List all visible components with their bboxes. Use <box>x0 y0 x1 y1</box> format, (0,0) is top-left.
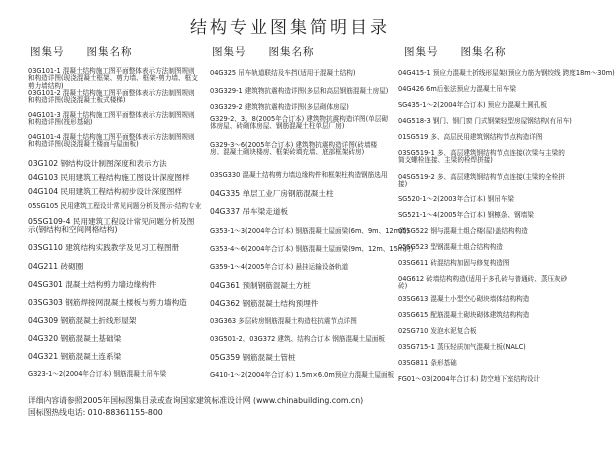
list-item: 03SG519-1 多、高层建筑钢结构节点连接(次梁与主梁的简支螺栓连接、主梁的栓焊拼接) <box>398 149 565 165</box>
list-item: G323-1～2(2004年合订本) 钢筋混凝土吊车梁 <box>28 370 167 378</box>
page-title: 结构专业图集简明目录 <box>190 18 390 38</box>
col3-code-header: 图集号 <box>404 46 439 58</box>
list-item: G329-2、3、8(2005年合订本) 建筑物抗震构造详图(单层砌体房屋、砖砌体房屋、钢筋混凝土柱单层厂房) <box>210 115 388 131</box>
list-item: 04G426 6m后张法预应力混凝土吊车梁 <box>398 85 516 93</box>
list-item: 03SG715-1 蒸压轻质加气混凝土板(NALC) <box>398 343 526 351</box>
list-item: 04G101-4 混凝土结构施工图平面整体表示方法制图规则和构造详图(现浇混凝土楼面与屋面板) <box>28 133 195 149</box>
list-item: 03SG303 钢筋焊接网混凝土楼板与剪力墙构造 <box>28 298 187 307</box>
list-item: 04G335 单层工业厂房钢筋混凝土柱 <box>210 189 334 198</box>
footer-note: 详细内容请参照2005年国标图集目录或查询国家建筑标准设计网 (www.chinabuilding.com.cn) <box>28 396 364 405</box>
list-item: 04SG519-2 多、高层建筑钢结构节点连接(主梁的全栓拼接) <box>398 173 565 189</box>
list-item: G329-3～6(2005年合订本) 建筑物抗震构造详图(砖墙楼房、混凝土砌块楼房、框架砖填充墙、底部框架砖房) <box>210 141 378 157</box>
list-item: SG435-1～2(2004年合订本) 预应力混凝土圆孔板 <box>398 101 547 109</box>
list-item: G353-4～6(2004年合订本) 钢筋混凝土屋面梁(9m、12m、15m跨) <box>210 245 414 253</box>
col2-header <box>212 44 315 59</box>
list-item: 04G362 钢筋混凝土结构预埋件 <box>210 299 319 308</box>
list-item: 05SG109-4 民用建筑工程设计常见问题分析及图示(钢结构和空间网格结构) <box>28 217 195 235</box>
list-item: SG520-1～2(2003年合订本) 钢吊车梁 <box>398 195 515 203</box>
col1-header <box>30 44 133 59</box>
list-item: 03G101-1 混凝土结构施工图平面整体表示方法制图规则和构造详图(现浇混凝土框架、剪力墙、框架-剪力墙、框支剪力墙结构) <box>28 67 198 90</box>
col1-name-header: 图集名称 <box>86 46 133 58</box>
list-item: 04G309 钢筋混凝土折线形屋架 <box>28 316 137 325</box>
list-item: 05SG105 民用建筑工程设计常见问题分析及图示-结构专业 <box>28 202 202 210</box>
list-item: FG01～03(2004年合订本) 防空地下室结构设计 <box>398 375 541 383</box>
col2-code-header: 图集号 <box>212 46 247 58</box>
list-item: 04G337 吊车梁走道板 <box>210 207 289 216</box>
list-item: 03SG613 混凝土小型空心砌块墙体结构构造 <box>398 295 530 303</box>
list-item: 03G501-2、03G372 建筑、结构合订本 钢筋混凝土屋面板 <box>210 335 386 343</box>
list-item: 04G211 砖砌圈 <box>28 262 84 271</box>
list-item: 04SG301 混凝土结构剪力墙边缘构件 <box>28 280 157 289</box>
col3-header <box>404 44 507 59</box>
list-item: 05G359 钢筋混凝土管桩 <box>210 353 296 362</box>
list-item: SG521-1～4(2005年合订本) 钢檩条、钢墙梁 <box>398 211 534 219</box>
list-item: 05SG523 型钢混凝土组合结构构造 <box>398 243 503 251</box>
list-item: 03G101-2 混凝土结构施工图平面整体表示方法制图规则和构造详图(现浇混凝土板式楼梯) <box>28 89 195 105</box>
footer-hotline: 国标图热线电话: 010-88361155-800 <box>28 408 163 417</box>
list-item: G359-1～4(2005年合订本) 悬挂运输设备轨道 <box>210 263 349 271</box>
list-item: 01SG519 多、高层民用建筑钢结构节点构造详图 <box>398 133 543 141</box>
list-item: 04G361 预制钢筋混凝土方桩 <box>210 281 311 290</box>
list-item: 04G612 砖墙结构构造(适用于多孔砖与普通砖、蒸压灰砂砖) <box>398 275 568 291</box>
list-item: 04G103 民用建筑工程结构施工图设计深度图样 <box>28 173 190 182</box>
list-item: 03G329-2 建筑物抗震构造详图(多层砌体房屋) <box>210 103 349 111</box>
col1-code-header: 图集号 <box>30 46 65 58</box>
list-item: 04G101-3 混凝土结构施工图平面整体表示方法制图规则和构造详图(筏形基础) <box>28 111 195 127</box>
list-item: 03G329-1 建筑物抗震构造详图(多层和高层钢筋混凝土房屋) <box>210 87 389 95</box>
list-item: 05SG522 钢与混凝土组合楼(屋)盖结构构造 <box>398 227 528 235</box>
list-item: 03G102 钢结构设计制图深度和表示方法 <box>28 159 167 168</box>
list-item: 04G320 钢筋混凝土基础梁 <box>28 334 122 343</box>
col2-name-header: 图集名称 <box>268 46 315 58</box>
list-item: 04G518-3 钢门、钢门窗 门式钢架轻型房屋钢结构(有吊车) <box>398 117 572 125</box>
list-item: 04G104 民用建筑工程结构初步设计深度图样 <box>28 187 182 196</box>
list-item: 04G325 吊车轨道联结及车挡(适用于混凝土结构) <box>210 69 356 77</box>
list-item: 03SG110 建筑结构实践教学及见习工程图册 <box>28 243 180 252</box>
list-item: 03SG611 砖混结构加固与修复构造图 <box>398 259 510 267</box>
list-item: 03G363 多层砖房钢筋混凝土构造柱抗震节点详图 <box>210 317 357 325</box>
list-item: 03SG811 条形基础 <box>398 359 457 367</box>
list-item: 03SG615 配筋混凝土砌块砌体建筑结构构造 <box>398 311 530 319</box>
list-item: 03SG330 混凝土结构剪力墙边缘构件和框架柱构造钢筋选用 <box>210 171 388 179</box>
col3-name-header: 图集名称 <box>460 46 507 58</box>
list-item: G353-1～3(2004年合订本) 钢筋混凝土屋面梁(6m、9m、12m跨) <box>210 227 410 235</box>
list-item: G410-1～2(2004年合订本) 1.5m×6.0m预应力混凝土屋面板 <box>210 371 395 379</box>
list-item: 04G321 钢筋混凝土连系梁 <box>28 352 122 361</box>
list-item: 02SG710 发泡水泥复合板 <box>398 327 477 335</box>
list-item: 04G415-1 预应力混凝土折线形屋架(预应力筋为钢绞线 跨度18m～30m) <box>398 69 615 77</box>
